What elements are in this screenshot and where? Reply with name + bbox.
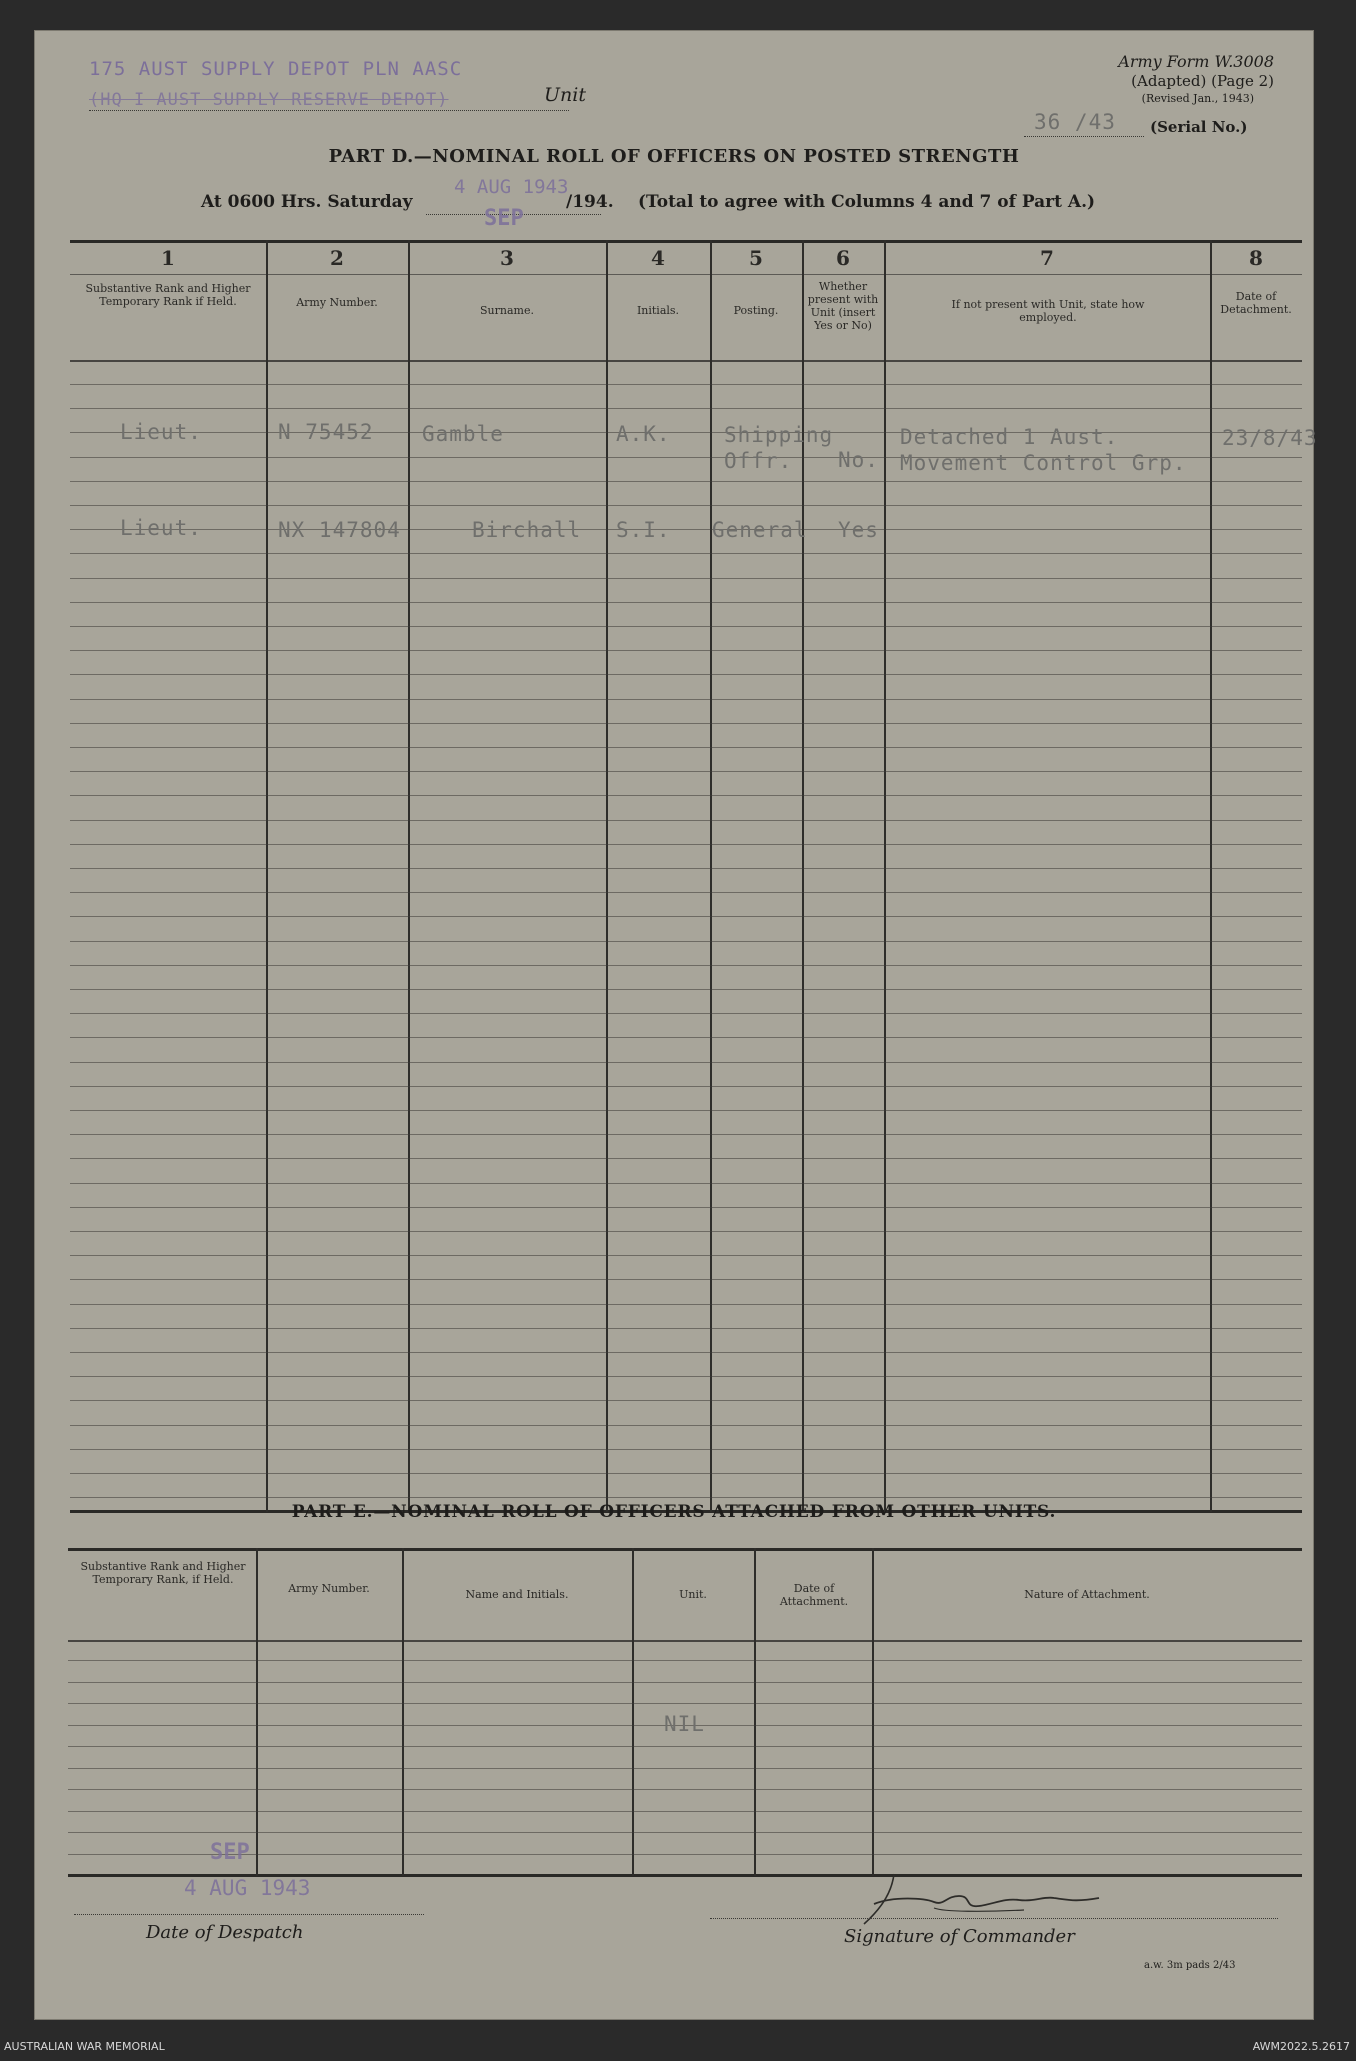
signature-label: Signature of Commander <box>844 1926 1075 1947</box>
header-army-number: Army Number. <box>296 296 378 309</box>
total-note: (Total to agree with Columns 4 and 7 of Part A.) <box>638 192 1096 212</box>
ruled-line <box>70 1207 1302 1208</box>
col-number-5: 5 <box>749 246 763 270</box>
part-e-title: PART E.—NOMINAL ROLL OF OFFICERS ATTACHED FROM OTHER UNITS. <box>291 1502 1057 1522</box>
ruled-line <box>70 529 1302 530</box>
ruled-line <box>70 916 1302 917</box>
row1-number: N 75452 <box>278 420 374 444</box>
archive-credit-right: AWM2022.5.2617 <box>1252 2040 1350 2053</box>
ruled-line <box>70 553 1302 554</box>
signature-dotted-line <box>710 1918 1278 1919</box>
date-stamp-secondary: SEP <box>484 206 524 231</box>
ruled-line <box>70 1304 1302 1305</box>
unit-stamp-line2: (HQ I AUST SUPPLY RESERVE DEPOT) <box>89 90 449 110</box>
header-initials: Initials. <box>636 304 680 317</box>
archive-credit-left: AUSTRALIAN WAR MEMORIAL <box>4 2040 165 2053</box>
ruled-line <box>70 481 1302 482</box>
ruled-line <box>68 1811 1302 1812</box>
ruled-line <box>70 723 1302 724</box>
header-present: Whether present with Unit (insert Yes or No) <box>807 280 879 332</box>
ruled-line <box>70 1279 1302 1280</box>
unit-label: Unit <box>544 84 586 106</box>
col-number-4: 4 <box>651 246 665 270</box>
at-hours-label: At 0600 Hrs. Saturday <box>201 192 413 212</box>
ruled-line <box>68 1832 1302 1833</box>
e-header-name: Name and Initials. <box>465 1588 569 1601</box>
despatch-dotted-line <box>74 1914 424 1915</box>
ruled-line <box>70 1183 1302 1184</box>
row2-posting: General <box>712 518 808 542</box>
ruled-line <box>70 1400 1302 1401</box>
col-number-3: 3 <box>500 246 514 270</box>
ruled-line <box>68 1854 1302 1855</box>
row2-number: NX 147804 <box>278 518 401 542</box>
date-stamp-primary: 4 AUG 1943 <box>454 176 569 198</box>
ruled-line <box>70 844 1302 845</box>
ruled-line <box>70 1013 1302 1014</box>
serial-value: 36 /43 <box>1034 110 1116 134</box>
ruled-line <box>70 989 1302 990</box>
despatch-stamp-2: 4 AUG 1943 <box>184 1876 311 1900</box>
ruled-line <box>68 1682 1302 1683</box>
ruled-line <box>70 868 1302 869</box>
ruled-line <box>68 1768 1302 1769</box>
ruled-line <box>70 674 1302 675</box>
ruled-line <box>70 1231 1302 1232</box>
unit-stamp-line1: 175 AUST SUPPLY DEPOT PLN AASC <box>89 58 463 80</box>
header-surname: Surname. <box>480 304 534 317</box>
form-sheet <box>34 30 1318 2020</box>
row1-present: No. <box>838 448 879 472</box>
ruled-line <box>70 795 1302 796</box>
serial-label: (Serial No.) <box>1150 118 1248 136</box>
col-number-7: 7 <box>1040 246 1054 270</box>
ruled-line <box>70 1255 1302 1256</box>
ruled-line <box>68 1660 1302 1661</box>
row2-rank: Lieut. <box>120 516 202 540</box>
despatch-stamp-1: SEP <box>210 1840 250 1865</box>
ruled-line <box>70 602 1302 603</box>
part-e-nil: NIL <box>664 1712 705 1736</box>
ruled-line <box>70 820 1302 821</box>
ruled-line <box>70 1086 1302 1087</box>
e-header-rank: Substantive Rank and Higher Temporary Rank, if Held. <box>80 1560 246 1586</box>
ruled-line <box>70 1352 1302 1353</box>
ruled-line <box>70 408 1302 409</box>
ruled-line <box>68 1746 1302 1747</box>
row1-rank: Lieut. <box>120 420 202 444</box>
ruled-line <box>70 578 1302 579</box>
ruled-line <box>68 1703 1302 1704</box>
ruled-line <box>70 699 1302 700</box>
year-suffix: /194. <box>566 192 614 212</box>
print-code: a.w. 3m pads 2/43 <box>1144 1960 1236 1971</box>
header-rank: Substantive Rank and Higher Temporary Rank if Held. <box>85 282 251 308</box>
e-header-army-number: Army Number. <box>288 1582 370 1595</box>
ruled-line <box>70 892 1302 893</box>
row1-initials: A.K. <box>616 422 671 446</box>
row1-posting: Shipping Offr. <box>724 423 834 473</box>
form-name: Army Form W.3008 <box>1118 52 1274 71</box>
ruled-line <box>70 771 1302 772</box>
header-employment: If not present with Unit, state how employed. <box>951 298 1145 324</box>
ruled-line <box>70 747 1302 748</box>
ruled-line <box>70 941 1302 942</box>
row2-initials: S.I. <box>616 518 671 542</box>
part-d-table <box>70 240 1318 1514</box>
ruled-line <box>70 1062 1302 1063</box>
form-revised: (Revised Jan., 1943) <box>1141 92 1254 105</box>
ruled-line <box>70 1449 1302 1450</box>
col-number-1: 1 <box>161 246 175 270</box>
ruled-line <box>70 1497 1302 1498</box>
e-header-attach-date: Date of Attachment. <box>779 1582 849 1608</box>
ruled-line <box>70 1110 1302 1111</box>
ruled-line <box>70 1037 1302 1038</box>
unit-dotted-line <box>89 110 569 111</box>
ruled-line <box>70 1158 1302 1159</box>
ruled-line <box>68 1789 1302 1790</box>
part-e-table <box>68 1548 1302 1880</box>
form-adapted: (Adapted) (Page 2) <box>1131 72 1274 90</box>
e-header-unit: Unit. <box>679 1588 707 1601</box>
e-header-nature: Nature of Attachment. <box>1024 1588 1150 1601</box>
ruled-line <box>70 1425 1302 1426</box>
part-d-title: PART D.—NOMINAL ROLL OF OFFICERS ON POSTED STRENGTH <box>328 146 1020 167</box>
ruled-line <box>70 1376 1302 1377</box>
row1-detach-date: 23/8/43 <box>1222 426 1318 450</box>
row1-employment: Detached 1 Aust. Movement Control Grp. <box>900 425 1187 475</box>
ruled-line <box>70 1473 1302 1474</box>
col-number-6: 6 <box>836 246 850 270</box>
ruled-line <box>70 965 1302 966</box>
ruled-line <box>70 384 1302 385</box>
col-number-2: 2 <box>330 246 344 270</box>
row1-surname: Gamble <box>422 422 504 446</box>
despatch-label: Date of Despatch <box>146 1922 304 1943</box>
ruled-line <box>70 505 1302 506</box>
ruled-line <box>70 626 1302 627</box>
header-detach-date: Date of Detachment. <box>1220 290 1292 316</box>
ruled-line <box>70 650 1302 651</box>
ruled-line <box>70 1134 1302 1135</box>
ruled-line <box>70 1328 1302 1329</box>
header-posting: Posting. <box>733 304 779 317</box>
row2-present: Yes <box>838 518 879 542</box>
serial-dotted-line <box>1024 136 1144 137</box>
col-number-8: 8 <box>1249 246 1263 270</box>
row2-surname: Birchall <box>472 518 582 542</box>
